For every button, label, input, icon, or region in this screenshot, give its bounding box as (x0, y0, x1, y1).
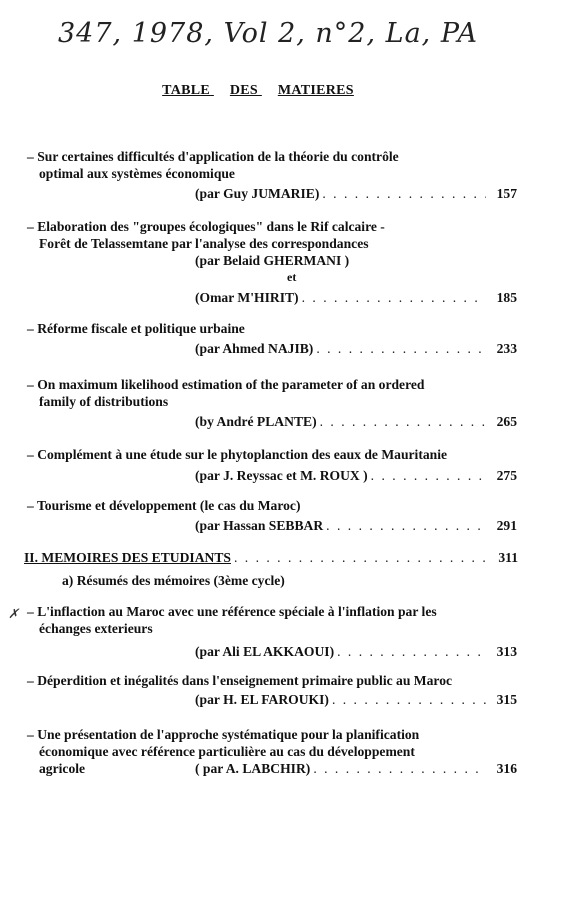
title-word-1: TABLE (162, 83, 211, 98)
entry-page-number: 315 (496, 692, 517, 707)
entry-page-number: 265 (496, 414, 517, 429)
entry-author-row (195, 643, 517, 660)
dot-leader (322, 185, 486, 202)
entry-title-line: family of distributions (39, 394, 169, 409)
toc-entry (27, 148, 517, 202)
dot-leader (371, 467, 486, 484)
entry-author-row (195, 691, 517, 708)
entry-author-row (195, 252, 517, 269)
subsection-heading: a) Résumés des mémoires (3ème cycle) (62, 573, 285, 588)
entry-page-number: 291 (496, 518, 517, 533)
toc-entry (27, 218, 517, 306)
entry-page-number: 275 (496, 468, 517, 483)
entry-title-line: – On maximum likelihood estimation of the parameter of an ordered (27, 377, 425, 392)
entry-page-number: 157 (496, 186, 517, 201)
handwritten-reference-note: 347, 1978, Vol 2, n°2, La, PA (58, 18, 479, 49)
margin-mark: ✗ (8, 606, 19, 621)
entry-page-number: 313 (496, 644, 517, 659)
dot-leader (302, 289, 486, 306)
entry-author: (par Guy JUMARIE) (195, 186, 320, 201)
dot-leader (313, 760, 486, 777)
entry-title-line: agricole (39, 761, 86, 776)
entry-title-line: – Elaboration des "groupes écologiques" dans le Rif calcaire - (27, 219, 385, 234)
entry-title-line: – L'inflaction au Maroc avec une référence spéciale à l'inflation par les (27, 604, 437, 619)
entry-author: (par Ali EL AKKAOUI) (195, 644, 335, 659)
entry-author-row (195, 517, 517, 534)
toc-entry (27, 672, 517, 708)
entry-page-number: 316 (496, 761, 517, 776)
toc-entry (27, 726, 517, 777)
entry-title-line: – Réforme fiscale et politique urbaine (27, 321, 245, 336)
entry-author: (par Ahmed NAJIB) (195, 341, 314, 356)
entry-title-line: – Tourisme et développement (le cas du Maroc) (27, 498, 301, 513)
entry-author-row (195, 289, 517, 306)
entry-author-row (195, 340, 517, 357)
entry-author: (par H. EL FAROUKI) (195, 692, 329, 707)
entry-author-row (195, 185, 517, 202)
entry-page-number: 185 (496, 290, 517, 305)
dot-leader (326, 517, 486, 534)
entry-title-line: – Sur certaines difficultés d'application de la théorie du contrôle (27, 149, 399, 164)
entry-title-line: Forêt de Telassemtane par l'analyse des correspondances (39, 236, 369, 251)
entry-page-number: 233 (496, 341, 517, 356)
entry-title-line: – Déperdition et inégalités dans l'enseignement primaire public au Maroc (27, 673, 453, 688)
entry-author-row (195, 760, 517, 777)
entry-author: ( par A. LABCHIR) (195, 761, 311, 776)
dot-leader (234, 550, 487, 566)
entry-title-line: – Une présentation de l'approche systématique pour la planification (27, 727, 420, 742)
entry-title-line: – Complément à une étude sur le phytoplanction des eaux de Mauritanie (27, 447, 448, 462)
entry-connector: et (287, 270, 297, 284)
entry-title-line: optimal aux systèmes économique (39, 166, 235, 181)
dot-leader (320, 413, 486, 430)
entry-author: (Omar M'HIRIT) (195, 290, 299, 305)
dot-leader (332, 691, 486, 708)
dot-leader (316, 340, 486, 357)
dot-leader (337, 643, 486, 660)
entry-author-row (195, 467, 517, 484)
entry-author: (par Belaid GHERMANI ) (195, 253, 350, 268)
toc-entry (27, 320, 517, 357)
section-heading-row (24, 550, 518, 566)
entry-author: (par J. Reyssac et M. ROUX ) (195, 468, 368, 483)
page-title (0, 83, 500, 99)
title-word-2: DES (229, 83, 259, 98)
toc-entry (27, 376, 517, 430)
toc-entry (27, 446, 517, 484)
entry-author: (by André PLANTE) (195, 414, 317, 429)
entry-title-line: échanges exterieurs (39, 621, 153, 636)
section-heading: II. MEMOIRES DES ETUDIANTS (24, 550, 231, 565)
entry-author: (par Hassan SEBBAR (195, 518, 324, 533)
section-page-number: 311 (498, 550, 518, 565)
toc-entry (27, 603, 517, 660)
entry-author-row (195, 413, 517, 430)
title-word-3: MATIERES (277, 83, 354, 98)
toc-entry (27, 497, 517, 534)
entry-title-line: économique avec référence particulière au cas du développement (39, 744, 415, 759)
